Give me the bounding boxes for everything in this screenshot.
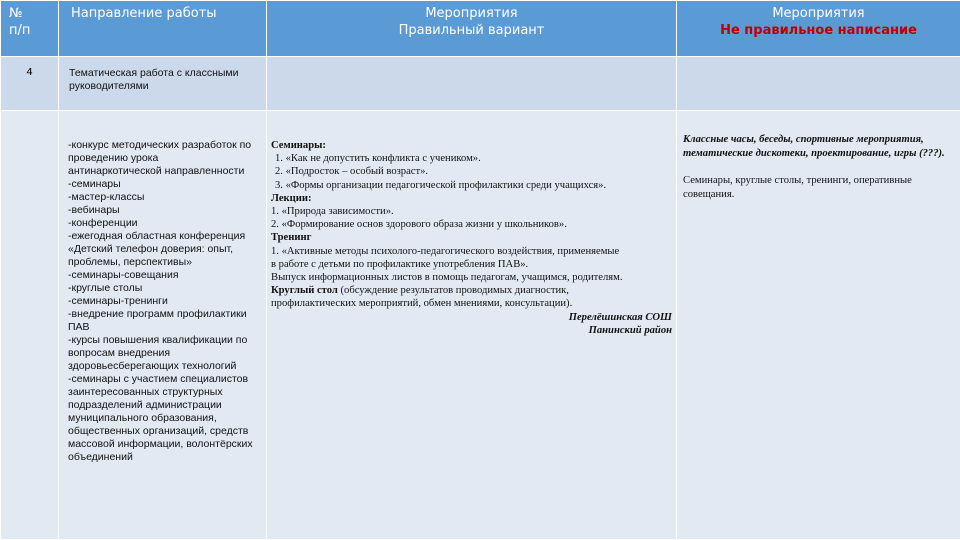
row-wrong-empty (677, 57, 960, 111)
list-item: объединений (68, 451, 133, 463)
header-events-wrong-subtitle: Не правильное написание (720, 23, 917, 38)
header-number (1, 1, 59, 57)
round-table-heading: Круглый стол (271, 285, 338, 297)
list-item: -семинары с участием специалистов (68, 373, 249, 385)
training-item: в работе с детьми по профилактике употребления ПАВ». (271, 258, 529, 270)
list-item: -семинары-тренинги (68, 295, 168, 307)
list-item: проведению урока (68, 152, 159, 164)
table-row (1, 111, 960, 540)
header-events-correct-subtitle: Правильный вариант (398, 23, 545, 38)
list-item: -вебинары (68, 204, 120, 216)
list-item: общественных организаций, средств (68, 425, 249, 437)
list-item: -конференции (68, 217, 138, 229)
seminars-heading: Семинары: (271, 140, 326, 151)
round-table-continuation: профилактических мероприятий, обмен мнениями, консультации). (271, 298, 573, 310)
seminar-item: 1. «Как не допустить конфликта с учеником». (275, 153, 481, 165)
row-direction-line2: руководителями (69, 80, 149, 92)
header-events-wrong (677, 1, 960, 57)
header-events-wrong-title: Мероприятия (772, 6, 865, 21)
training-item: Выпуск информационных листов в помощь педагогам, учащимся, родителям. (271, 272, 623, 284)
list-item: «Детский телефон доверия: опыт, (68, 243, 234, 255)
header-events-correct-title: Мероприятия (425, 6, 518, 21)
list-item: -семинары (68, 178, 121, 190)
row-correct-empty (267, 57, 677, 111)
round-table-text: (обсуждение результатов проводимых диагностик, (337, 285, 569, 297)
list-item: -семинары-совещания (68, 269, 179, 281)
list-item: -круглые столы (68, 282, 143, 294)
header-events-correct (267, 1, 677, 57)
list-item: -курсы повышения квалификации по (68, 334, 248, 346)
header-direction: Направление работы (59, 1, 267, 57)
list-item: -ежегодная областная конференция (68, 230, 246, 242)
wrong-events-italic: Классные часы, беседы, спортивные мероприятия, тематические дискотеки, проектирование, игры (???). (683, 134, 945, 159)
header-number-line2: п/п (9, 23, 31, 38)
lectures-heading: Лекции: (271, 192, 312, 204)
training-item: 1. «Активные методы психолого-педагогического воздействия, применяемые (271, 245, 620, 257)
list-item: проблемы, перспективы» (68, 256, 192, 268)
seminar-item: 2. «Подросток – особый возраст». (275, 166, 429, 178)
row-direction (59, 57, 267, 111)
round-table-line (271, 284, 672, 297)
seminar-item: 3. «Формы организации педагогической профилактики среди учащихся». (275, 179, 607, 191)
list-item: вопросам внедрения (68, 347, 171, 359)
list-item: подразделений администрации (68, 399, 222, 411)
row-number-empty (1, 111, 59, 540)
list-item: -мастер-классы (68, 191, 145, 203)
wrong-events-plain: Семинары, круглые столы, тренинги, оперативные совещания. (683, 175, 912, 200)
list-item: массовой информации, волонтёрских (68, 438, 253, 450)
list-item: здоровьесберегающих технологий (68, 360, 237, 372)
lecture-item: 2. «Формирование основ здорового образа жизни у школьников». (271, 219, 567, 231)
list-item: ПАВ (68, 321, 90, 333)
list-item: антинаркотической направленности (68, 165, 245, 177)
list-item: заинтересованных структурных (68, 386, 223, 398)
list-item: -внедрение программ профилактики (68, 308, 247, 320)
lecture-item: 1. «Природа зависимости». (271, 206, 394, 218)
table-row (1, 57, 960, 111)
source-school: Перелёшинская СОШ (568, 311, 672, 323)
list-item: -конкурс методических разработок по (68, 139, 252, 151)
row-number: 4 (1, 57, 59, 111)
wrong-events-cell (677, 111, 960, 540)
header-number-line1: № (9, 6, 23, 21)
row-direction-line1: Тематическая работа с классными (69, 67, 239, 79)
correct-events-cell (267, 111, 677, 540)
source-district: Панинский район (588, 324, 672, 336)
activities-list (59, 111, 267, 540)
list-item: муниципального образования, (68, 412, 217, 424)
training-heading: Тренинг (271, 232, 312, 244)
header-row (1, 1, 960, 57)
